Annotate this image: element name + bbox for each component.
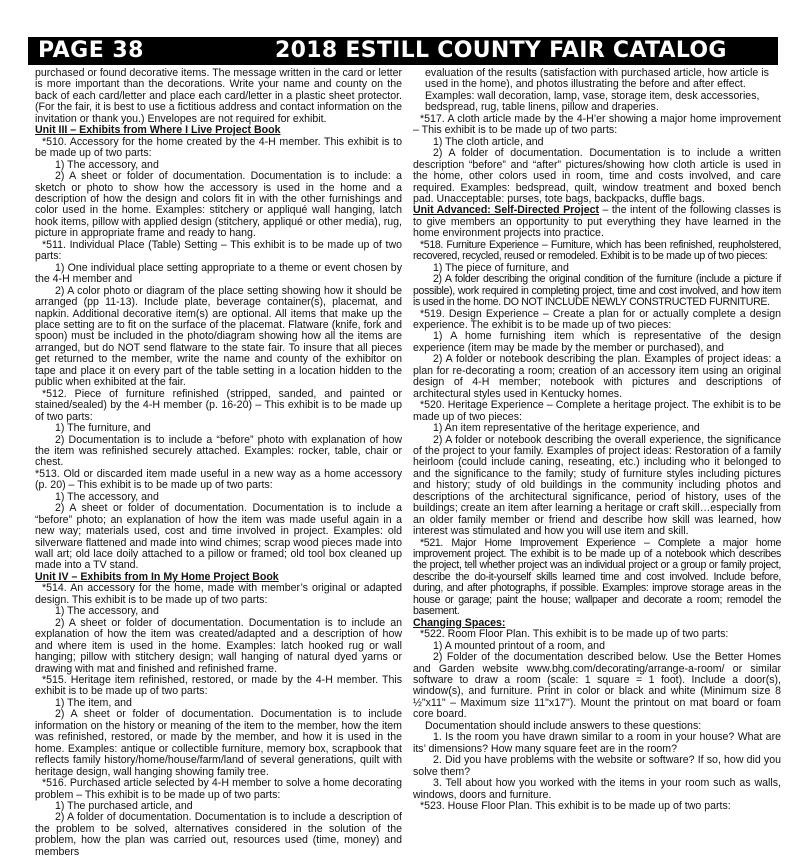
class-515: *515. Heritage item refinished, restored, or made by the 4-H member. This exhibit is to be made up of two parts: [35, 674, 402, 698]
class-514-part-1: 1) The accessory, and [55, 605, 159, 618]
class-518: *518. Furniture Experience – Furniture, which has been refinished, reupholstered, recovered, recycled, reused or remodeled. Exhibit is to be made up of two pieces: [413, 238, 781, 263]
changing-spaces-heading: Changing Spaces: [413, 616, 506, 629]
class-522-question-3: 3. Tell about how you worked with the items in your room such as walls, windows, doors and furniture. [413, 777, 781, 801]
class-513-part-1: 1) The accessory, and [55, 490, 159, 503]
class-512-part-1: 1) The furniture, and [55, 422, 151, 435]
intro-paragraph: purchased or found decorative items. The message written in the card or letter is more important than the decorations. Write your name and county on the back of each card/letter and place each card/letter in a plastic sheet protector. (For the fair, it is best to use a fictitious address and contact information on the invitation or thank you.) Envelopes are not required for exhibit. [35, 67, 402, 125]
class-515-part-1: 1) The item, and [55, 696, 132, 709]
class-513: *513. Old or discarded item made useful in a new way as a home accessory (p. 20) – This exhibit is to be made up of two parts: [35, 467, 402, 492]
class-511-part-2: 2) A color photo or diagram of the place setting showing how it should be arranged (pp 11-13). Include plate, beverage container(s), placemat, and napkin. Additional decorative item(s) are optional. All items that make up the place setting are to fit on the surface of the placemat. Flatware (knife, fork and spoon) must be included in the photo/diagram showing how all the items are arranged, but do NOT send flatware to the state fair. To insure that all pieces get returned to the member, write the name and county of the exhibitor on tape and place it on every part of the table setting in a location hidden to the public when exhibited at the fair. [35, 284, 402, 389]
class-523: *523. House Floor Plan. This exhibit is to be made up of two parts: [420, 800, 731, 812]
class-513-part-2: 2) A sheet or folder of documentation. Documentation is to include a “before” photo; an explanation of how the item was made useful again in a new way; materials used, cost and time involved in project. Examples: old silverware flattened and made into wind chimes; scrap wood pieces made into wall art; old lace doily attached to a pillow or framed; old tool box cleaned up made into a TV stand. [35, 502, 402, 572]
class-517: *517. A cloth article made by the 4-H’er showing a major home improvement – This exhibit is to be made up of two parts: [413, 112, 781, 137]
class-520: *520. Heritage Experience – Complete a heritage project. The exhibit is to be made up of two pieces: [413, 399, 781, 423]
advanced-unit-text: – the intent of the following classes is to give members an opportunity to put everything they have learned in the home environment projects into practice. [413, 204, 782, 240]
advanced-unit-heading: Unit Advanced: Self-Directed Project [413, 204, 600, 217]
class-522: *522. Room Floor Plan. This exhibit is to be made up of two parts: [420, 628, 729, 641]
class-514: *514. An accessory for the home, made with member’s original or adapted design. This exhibit is to be made up of two parts: [35, 582, 402, 606]
class-521: *521. Major Home Improvement Experience – Complete a major home improvement project. The exhibit is to be made up of a notebook which describes the project, tell whether project was an individual project or a group or family project, describe the do-it-yourself skills learned time and cost involved. Include before, during, and after photographs, if possible. Examples: improve storage areas in the house or garage; paint the house; wallpaper and decorate a room; remodel the basement. [413, 536, 781, 618]
left-column [35, 68, 402, 858]
class-522-documentation: Documentation should include answers to these questions: [425, 719, 702, 732]
class-515-part-2: 2) A sheet or folder of documentation. Documentation is to include information on the history or meaning of the item to the member, how the item was refinished, restored, or made by the member, and how it is used in the home. Examples: antique or collectible furniture, memory box, scrapbook that reflects family history/home/house/farm/land of several generations, quilt with heritage design, wall hanging showing family tree. [35, 708, 402, 778]
class-519-part-1: 1) A home furnishing item which is representative of the design experience (item may be made by the member or purchased), and [413, 330, 781, 354]
class-510: *510. Accessory for the home created by the 4-H member. This exhibit is to be made up of two parts: [35, 135, 402, 160]
class-512-part-2: 2) Documentation is to include a “before” photo with explanation of how the item was refinished securely attached. Examples: rocker, table, chair or chest. [35, 433, 402, 469]
class-522-question-1: 1. Is the room you have drawn similar to a room in your house? What are its’ dimensions? How many square feet are in the room? [413, 731, 781, 755]
class-516: *516. Purchased article selected by 4-H member to solve a home decorating problem – This exhibit is to be made up of two parts: [35, 777, 402, 801]
class-519: *519. Design Experience – Create a plan for or actually complete a design experience. The exhibit is to be made up of two pieces: [413, 307, 781, 331]
catalog-title: 2018 ESTILL COUNTY FAIR CATALOG [275, 38, 727, 63]
page-header [28, 37, 778, 65]
unit-4-heading: Unit IV – Exhibits from In My Home Project Book [35, 570, 279, 583]
class-510-part-2: 2) A sheet or folder of documentation. Documentation is to include: a sketch or photo to show how the accessory is used in the home and a description of how the design and colors fit in with the other furnishings and color used in the home. Examples: stitchery or appliqué wall hanging, latch hook items, pillow with applied design (stitchery, appliqué or other media), rug, picture in appropriate frame and ready to hang. [35, 170, 402, 240]
class-516-part-2: 2) A folder of documentation. Documentation is to include a description of the problem to be solved, alternatives considered in the solution of the problem, how the plan was carried out, resources used (time, money) and members [35, 811, 402, 858]
class-520-part-1: 1) An item representative of the heritage experience, and [433, 422, 700, 435]
class-522-part-1: 1) A mounted printout of a room, and [433, 639, 605, 652]
class-511-part-1: 1) One individual place setting appropriate to a theme or event chosen by the 4-H member and [35, 261, 402, 286]
page-number: PAGE 38 [38, 38, 144, 63]
class-514-part-2: 2) A sheet or folder of documentation. Documentation is to include an explanation of how the item was created/adapted and a description of how and where item is used in the home. Examples: latch hooked rug or wall hanging; pillow with stitchery design; wall hanging of natural dyed yarns or drawing with mat and finished and refinished frame. [35, 616, 402, 675]
class-518-part-2: 2) A folder describing the original condition of the furniture (include a picture if possible), work required in completing project, time and cost involved, and how item is used in the home. DO NOT INCLUDE NEWLY CONSTRUCTED FURNITURE. [413, 273, 781, 309]
unit-3-heading: Unit III – Exhibits from Where I Live Project Book [35, 124, 281, 137]
advanced-unit-paragraph [413, 205, 781, 239]
class-517-part-2: 2) A folder of documentation. Documentation is to include a written description “before” and “after” pictures/showing how cloth article is used in the home, other colors used in room, time and costs involved, and care required. Examples: bedspread, quilt, window treatment and boxed bench pad. Unacceptable: purses, tote bags, backpacks, duffle bags. [413, 147, 781, 205]
class-512: *512. Piece of furniture refinished (stripped, sanded, and painted or stained/sealed) by the 4-H member (p. 16-20) – This exhibit is to be made up of two parts: [35, 387, 402, 423]
class-519-part-2: 2) A folder or notebook describing the plan. Examples of project ideas: a plan for re-decorating a room; creation of an accessory item using an original design of 4-H member; notebook with pictures and descriptions of architectural styles used in Kentucky homes. [413, 353, 781, 400]
class-522-question-2: 2. Did you have problems with the website or software? If so, how did you solve them? [413, 754, 781, 778]
class-520-part-2: 2) A folder or notebook describing the overall experience, the significance of the project to your family. Examples of project ideas: Restoration of a family heirloom (could include caning, reseating, etc.) including who it belonged to and the significance to the family; study of furniture styles including pictures and history; study of old buildings in the community including photos and descriptions of the architectural significance, period of history, uses of the buildings; create an item after learning a heritage or craft skill…especially from an older family member or friend and describe how skill was learned, how interest was stimulated and how you will use item and skill. [413, 433, 781, 538]
right-column [413, 68, 781, 812]
class-518-part-1: 1) The piece of furniture, and [433, 261, 569, 274]
class-517-part-1: 1) The cloth article, and [433, 135, 544, 148]
class-510-part-1: 1) The accessory, and [55, 158, 159, 171]
class-516-continued: evaluation of the results (satisfaction with purchased article, how article is used in the home), and photos illustrating the before and after effect. Examples: wall decoration, lamp, vase, storage item, desk accessories, bedspread, rug, table linens, pillow and draperies. [425, 67, 769, 114]
class-516-part-1: 1) The purchased article, and [55, 800, 193, 812]
class-511: *511. Individual Place (Table) Setting – This exhibit is to be made up of two parts: [35, 238, 402, 263]
class-522-part-2: 2) Folder of the documentation described below. Use the Better Homes and Garden website www.bhg.com/decorating/arrange-a-room/ or similar software to draw a room (scale: 1 square = 1 foot). Include a door(s), window(s), and furniture. Print in color or black and white (Minimum size 8 ½"x11" – Maximum size 11"x17"). Mount the printout on mat board or foam core board. [413, 651, 781, 721]
